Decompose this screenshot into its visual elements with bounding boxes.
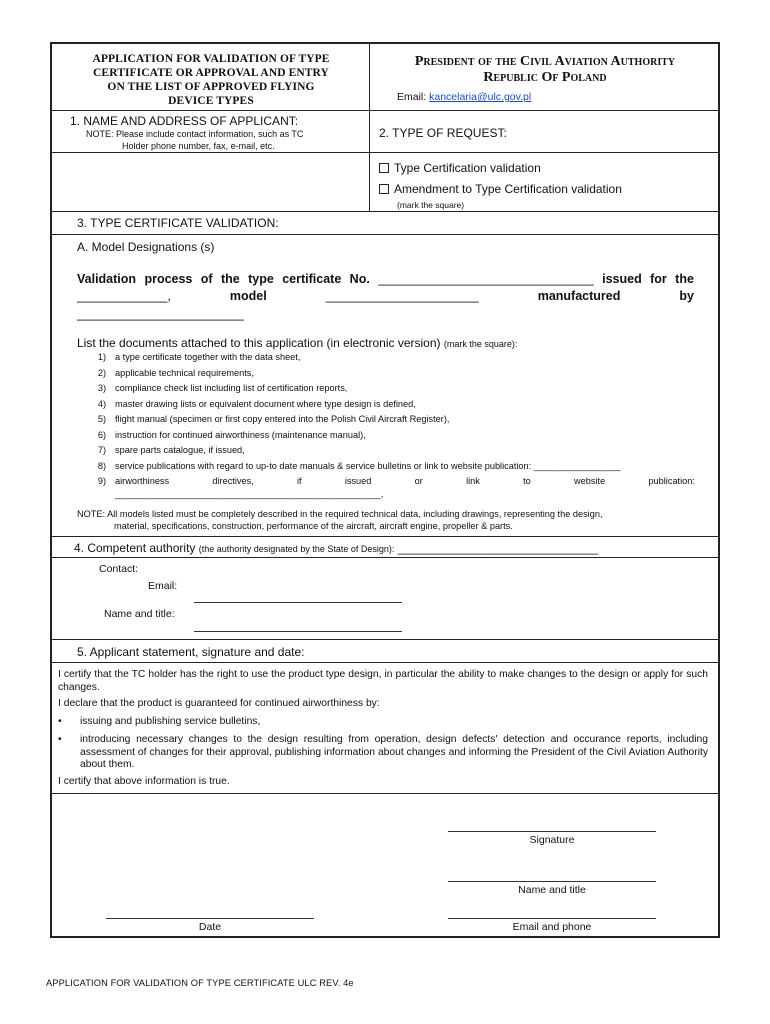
email-phone-field[interactable] — [448, 918, 656, 919]
section-3-title: 3. TYPE CERTIFICATE VALIDATION: — [77, 216, 279, 230]
type-certification-option[interactable]: Type Certification validation — [379, 161, 541, 175]
form-footer: APPLICATION FOR VALIDATION OF TYPE CERTIFICATE ULC REV. 4e — [46, 978, 354, 988]
authority-email-line: Email: kancelaria@ulc.gov.pl — [397, 91, 532, 103]
email-label: Email: — [148, 580, 178, 592]
form-title: APPLICATION FOR VALIDATION OF TYPE CERTIFICATE OR APPROVAL AND ENTRY ON THE LIST OF APPROVED FLYING DEVICE TYPES — [92, 53, 330, 107]
list-item: 3) compliance check list including list of certification reports, — [97, 383, 348, 393]
mark-square-hint: (mark the square) — [397, 200, 465, 210]
divider — [52, 639, 718, 640]
email-phone-label: Email and phone — [512, 921, 592, 933]
authority-title: President of the Civil Aviation Authority Republic Of Poland — [414, 54, 676, 85]
amendment-option[interactable]: Amendment to Type Certification validation — [379, 182, 622, 196]
bullet-2: • — [58, 734, 62, 745]
section-3-note: NOTE: All models listed must be completely described in the required technical data, including drawings, representing the design, — [77, 509, 603, 519]
competent-authority-blank[interactable]: ______________________________ — [397, 541, 598, 555]
documents-list-intro: List the documents attached to this application (in electronic version) (mark the square): — [77, 336, 518, 350]
model-blank[interactable]: ______________________ — [325, 289, 479, 303]
section-5-title: 5. Applicant statement, signature and date: — [77, 645, 305, 659]
list-item: 6) instruction for continued airworthiness (maintenance manual), — [97, 429, 366, 440]
list-item: 9) airworthiness directives, if issued or link to website publication: — [97, 476, 695, 486]
list-item: 8) service publications with regard to up-to date manuals & service bulletins or link to website publication: _________________ — [97, 460, 621, 471]
divider — [52, 110, 718, 111]
authority-email-link[interactable]: kancelaria@ulc.gov.pl — [429, 91, 532, 103]
divider — [52, 234, 718, 235]
list-item: 4) master drawing lists or equivalent document where type design is defined, — [97, 398, 416, 409]
section-3-note-cont: material, specifications, construction, performance of the aircraft, aircraft engine, propeller & parts. — [114, 521, 513, 531]
section-1-note-cont: Holder phone number, fax, e-mail, etc. — [122, 141, 275, 151]
airworthiness-declaration: I declare that the product is guaranteed for continued airworthiness by: — [58, 698, 380, 709]
bullet-1: • — [58, 716, 62, 727]
name-title-sig-label: Name and title — [518, 884, 586, 896]
certify-true-statement: I certify that above information is true. — [58, 776, 230, 787]
list-item: 7) spare parts catalogue, if issued, — [97, 445, 245, 455]
signature-label: Signature — [529, 834, 575, 846]
list-item: 2) applicable technical requirements, — [97, 367, 254, 378]
name-title-label: Name and title: — [104, 608, 175, 620]
divider — [52, 662, 718, 663]
certificate-number-blank[interactable]: _______________________________ — [378, 272, 594, 286]
model-designations-label: A. Model Designations (s) — [77, 240, 215, 254]
list-item: 1) a type certificate together with the data sheet, — [97, 352, 301, 362]
divider — [52, 557, 718, 558]
divider — [52, 536, 718, 537]
contact-label: Contact: — [99, 563, 139, 575]
list-item: 5) flight manual (specimen or first copy entered into the Polish Civil Aircraft Register), — [97, 414, 450, 424]
signature-field[interactable] — [448, 831, 656, 832]
validation-line-1: Validation process of the type certificate No. _______________________________ issued for the — [77, 272, 694, 286]
issued-for-blank[interactable]: _____________, — [77, 289, 171, 303]
section-1-title: 1. NAME AND ADDRESS OF APPLICANT: — [70, 114, 299, 128]
divider — [52, 211, 718, 212]
contact-name-field[interactable] — [194, 631, 402, 632]
certify-right-statement: I certify that the TC holder has the right to use the product type design, in particular the ability to make changes to the design or apply for such changes. — [58, 669, 708, 693]
divider — [52, 793, 718, 794]
section-1-note: NOTE: Please include contact information, such as TC — [86, 129, 304, 139]
application-form — [50, 42, 720, 938]
bullet-1-text: issuing and publishing service bulletins, — [80, 716, 261, 727]
validation-line-2: _____________, model ______________________ manufactured by — [77, 289, 694, 303]
name-title-field[interactable] — [448, 881, 656, 882]
checkbox-amendment[interactable] — [379, 184, 389, 194]
list-item-continuation[interactable]: ____________________________________________________, — [115, 489, 384, 499]
bullet-2-text: introducing necessary changes to the design resulting from operation, design defects' detection and occurance reports, including assessment of changes for their approval, publishing information about changes and informing the President of the Civil Aviation Authority about them. — [80, 734, 708, 770]
contact-email-field[interactable] — [194, 602, 402, 603]
section-2-title: 2. TYPE OF REQUEST: — [379, 126, 507, 140]
section-4-title: 4. Competent authority (the authority designated by the State of Design): ______________________________ — [74, 541, 598, 555]
date-label: Date — [198, 921, 222, 933]
manufacturer-blank[interactable]: ________________________ — [77, 307, 244, 321]
checkbox-type-certification[interactable] — [379, 163, 389, 173]
divider — [52, 152, 718, 153]
applicant-name-address-field[interactable] — [54, 154, 367, 209]
date-field[interactable] — [106, 918, 314, 919]
